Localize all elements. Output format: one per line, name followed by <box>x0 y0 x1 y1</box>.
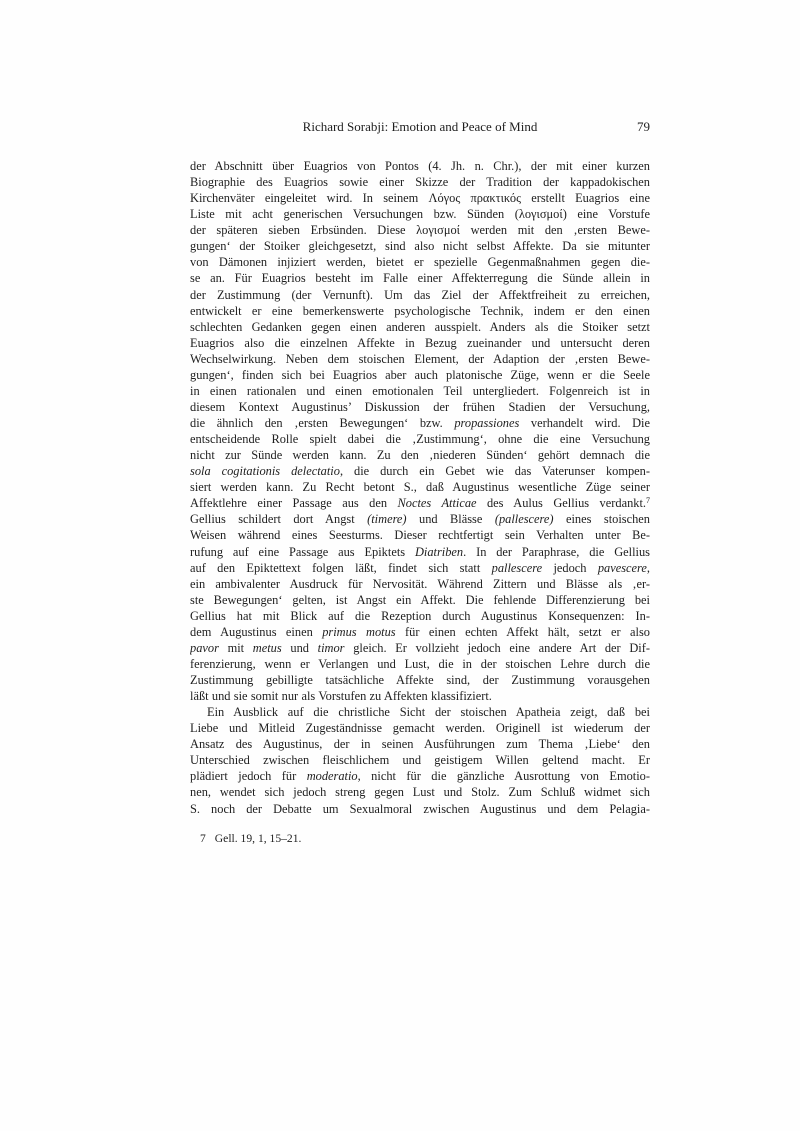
body-text-block <box>190 158 650 817</box>
running-header <box>190 119 650 134</box>
text-line: plädiert jedoch für moderatio, nicht für die gänzliche Ausrottung von Emotio- <box>190 769 650 784</box>
text-line: der Zustimmung (der Vernunft). Um das Ziel der Affektfreiheit zu erreichen, <box>190 287 650 302</box>
footnote-text: Gell. 19, 1, 15–21. <box>214 832 302 845</box>
text-line: läßt und sie somit nur als Vorstufen zu Affekten klassifiziert. <box>190 689 492 704</box>
text-line: rufung auf eine Passage aus Epiktets Diatriben. In der Paraphrase, die Gellius <box>190 544 650 559</box>
footnote <box>190 832 650 846</box>
text-line: Ansatz des Augustinus, der in seinen Ausführungen zum Thema ‚Liebe‘ den <box>190 737 650 752</box>
text-line: die ähnlich den ‚ersten Bewegungen‘ bzw. propassiones verhandelt wird. Die <box>190 416 650 430</box>
text-line: von Dämonen injiziert werden, bietet er spezielle Gegenmaßnahmen gegen die- <box>190 255 650 270</box>
text-line: Gellius hat mit Blick auf die Rezeption durch Augustinus Konsequenzen: In- <box>190 608 650 623</box>
page-header-title: Richard Sorabji: Emotion and Peace of Mind <box>302 119 538 134</box>
text-line: siert werden kann. Zu Recht betont S., daß Augustinus wesentliche Züge seiner <box>190 480 650 495</box>
text-line: Liste mit acht generischen Versuchungen bzw. Sünden (λογισμοί) eine Vorstufe <box>190 207 650 222</box>
text-line: Euagrios also die einzelnen Affekte in Bezug zueinander und untersucht deren <box>190 335 650 350</box>
text-line: ste Bewegungen‘ gelten, ist Angst ein Affekt. Die fehlende Differenzierung bei <box>190 592 650 607</box>
text-line: Ein Ausblick auf die christliche Sicht der stoischen Apatheia zeigt, daß bei <box>207 705 650 720</box>
text-line: Wechselwirkung. Neben dem stoischen Element, der Adaption der ‚ersten Bewe- <box>190 351 650 366</box>
text-line: S. noch der Debatte um Sexualmoral zwischen Augustinus und dem Pelagia- <box>190 801 650 816</box>
text-line: Affektlehre einer Passage aus den Noctes Atticae des Aulus Gellius verdankt.$^7$ <box>190 495 650 511</box>
text-line: Zustimmung gebilligte tatsächliche Affekte sind, der Zustimmung vorausgehen <box>190 673 650 687</box>
text-line: pavor mit metus und timor gleich. Er vollzieht jedoch eine andere Art der Dif- <box>190 640 650 655</box>
text-line: Biographie des Euagrios sowie einer Skizze der Tradition der kappadokischen <box>190 175 650 190</box>
text-line: Unterschied zwischen fleischlichem und geistigem Willen geltend macht. Er <box>190 753 650 768</box>
text-line: auf den Epiktettext folgen läßt, findet sich statt pallescere jedoch pavescere, <box>190 560 650 575</box>
text-line: ein ambivalenter Ausdruck für Nervosität. Während Zittern und Blässe als ‚er- <box>190 576 650 591</box>
text-line: Kirchenväter eingeleitet wird. In seinem Λόγος πρακτικός erstellt Euagrios eine <box>190 191 650 206</box>
text-line: entwickelt er eine bemerkenswerte psychologische Technik, indem er den einen <box>190 303 650 318</box>
text-line: se an. Für Euagrios besteht im Falle einer Affekterregung die Sünde allein in <box>190 271 650 286</box>
page-number: 79 <box>637 119 650 134</box>
text-line: der Abschnitt über Euagrios von Pontos (4. Jh. n. Chr.), der mit einer kurzen <box>190 159 650 173</box>
text-line: nen, wendet sich jedoch streng gegen Lust und Stolz. Zum Schluß widmet sich <box>190 785 650 800</box>
text-line: diesem Kontext Augustinus’ Diskussion der frühen Stadien der Versuchung, <box>190 399 650 414</box>
text-line: gungen‘ der Stoiker gleichgesetzt, sind also nicht selbst Affekte. Da sie mitunter <box>190 239 650 254</box>
text-line: sola cogitationis delectatio, die durch ein Gebet wie das Vaterunser kompen- <box>190 464 650 479</box>
text-line: nicht zur Sünde werden kann. Zu den ‚niederen Sünden‘ gehört demnach die <box>190 448 650 463</box>
text-line: Liebe und Mitleid Zugeständnisse gemacht werden. Originell ist wiederum der <box>190 721 650 736</box>
text-line: Gellius schildert dort Angst (timere) und Blässe (pallescere) eines stoischen <box>190 512 650 527</box>
footnote-marker: 7 <box>200 832 206 845</box>
text-line: dem Augustinus einen primus motus für einen echten Affekt hält, setzt er also <box>190 624 650 639</box>
text-line: schlechten Gedanken gegen einen anderen ausspielt. Anders als die Stoiker setzt <box>190 319 650 334</box>
text-line: entscheidende Rolle spielt dabei die ‚Zustimmung‘, ohne die eine Versuchung <box>190 432 650 447</box>
text-line: gungen‘, finden sich bei Euagrios aber auch platonische Züge, wenn er die Seele <box>190 367 650 382</box>
text-line: Weisen während eines Seesturms. Dieser rechtfertigt sein Verhalten unter Be- <box>190 528 650 543</box>
text-line: der späteren sieben Erbsünden. Diese λογισμοί werden mit den ‚ersten Bewe- <box>190 223 650 238</box>
text-line: ferenzierung, wenn er Verlangen und Lust, die in der stoischen Lehre durch die <box>190 656 650 671</box>
text-line: in einen rationalen und einen emotionalen Teil untergliedert. Folgenreich ist in <box>190 383 650 398</box>
